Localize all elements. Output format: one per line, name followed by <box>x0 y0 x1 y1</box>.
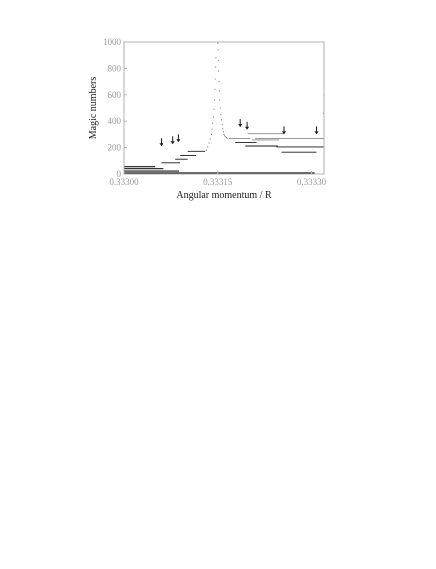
cusp-point <box>218 70 219 71</box>
cusp-point <box>222 128 223 129</box>
cusp-point <box>212 129 213 130</box>
cusp-point <box>218 49 219 50</box>
arrow-head <box>176 139 180 142</box>
axis-ticks <box>103 37 327 187</box>
arrow-head <box>315 131 319 134</box>
cusp-point <box>225 136 226 137</box>
cusp-point <box>210 138 211 139</box>
cusp-point <box>214 100 215 101</box>
cusp-point <box>209 142 210 143</box>
y-tick-label: 200 <box>107 142 121 153</box>
cusp-point <box>221 119 222 120</box>
x-axis-label: Angular momentum / R <box>176 190 272 201</box>
y-tick-label: 600 <box>107 89 121 100</box>
y-axis-label: Magic numbers <box>88 76 99 140</box>
cusp-point <box>219 100 220 101</box>
cusp-point <box>207 146 208 147</box>
cusp-point <box>217 43 218 44</box>
cusp-point <box>227 138 228 139</box>
plot-marks <box>124 43 325 173</box>
y-tick-label: 1000 <box>103 37 121 47</box>
y-tick-label: 0 <box>116 169 121 179</box>
arrow-head <box>171 141 175 144</box>
x-tick-label: 0.33330 <box>296 177 327 187</box>
cusp-point <box>224 135 225 136</box>
cusp-point <box>224 134 225 135</box>
cusp-point <box>214 109 215 110</box>
cusp-point <box>223 131 224 132</box>
cusp-point <box>219 90 220 91</box>
x-tick-label: 0.33300 <box>109 177 139 187</box>
cusp-point <box>213 117 214 118</box>
cusp-point <box>222 124 223 125</box>
cusp-point <box>215 57 216 58</box>
plot-frame <box>124 42 324 174</box>
cusp-point <box>218 60 219 61</box>
y-tick-label: 800 <box>107 63 121 74</box>
cusp-point <box>226 137 227 138</box>
cusp-point <box>220 114 221 115</box>
arrow-head <box>238 124 242 127</box>
cusp-point <box>211 134 212 135</box>
cusp-point <box>220 107 221 108</box>
cusp-point <box>215 67 216 68</box>
arrow-head <box>160 143 164 146</box>
cusp-point <box>214 89 215 90</box>
arrow-head <box>245 127 249 130</box>
x-tick-label: 0.33315 <box>203 177 233 187</box>
cusp-point <box>215 78 216 79</box>
cusp-point <box>206 150 207 151</box>
y-tick-label: 400 <box>107 116 121 127</box>
cusp-point <box>219 81 220 82</box>
cusp-point <box>212 123 213 124</box>
